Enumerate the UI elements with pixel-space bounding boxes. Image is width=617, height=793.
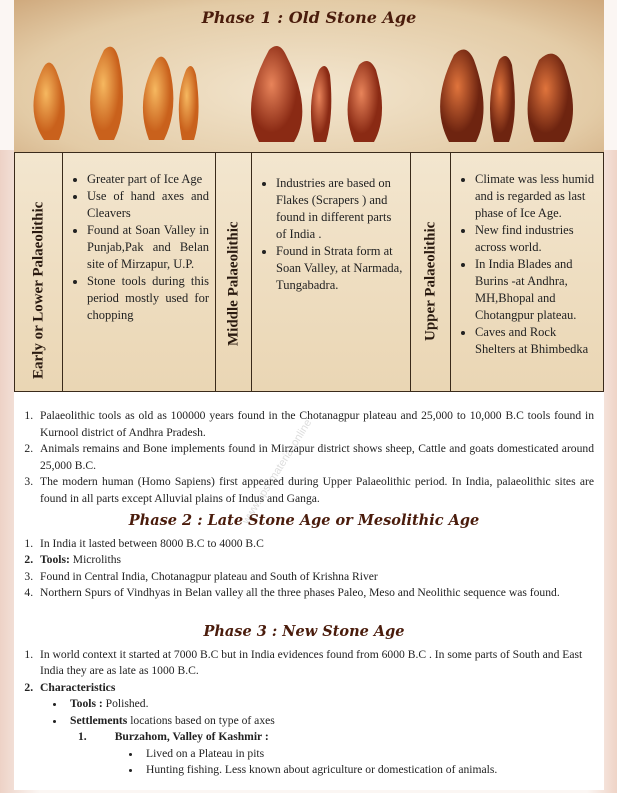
phase2-title: Phase 2 : Late Stone Age or Mesolithic Age	[128, 512, 480, 529]
column-content: • Climate was less humid and is regarded as last phase of Ice Age. • New find industries across world. • In India Blades and Burins -at Andhra, MH,Bhopal and Chotangpur plateau. • Caves and Rock Shelters at Bhimbedka	[451, 153, 603, 391]
middle-tools	[251, 46, 382, 142]
note: 2. Animals remains and Bone implements found in Mirzapur district shows sheep, Cattle and goats domesticated around 25,000 B.C.	[36, 441, 594, 474]
phase1-title: Phase 1 : Old Stone Age	[201, 8, 417, 27]
stone-tools-image	[14, 30, 604, 150]
column-label: Early or Lower Palaeolithic	[15, 153, 63, 391]
phase3-section: Phase 3 : New Stone Age 1. In world context it started at 7000 B.C but in India evidences found from 6000 B.C . In some parts of South and East India they are as late as 1000 B.C. 2. Characteristics • Tools : Polished. • Settlements locations based on type of axes 1. Burzahom, Valley of Kashmir : • Lived on a Plateau in pits • Hunting fishing. Less known about agriculture or domestication of animals.	[14, 624, 594, 779]
note: 1. Palaeolithic tools as old as 100000 years found in the Chotanagpur plateau and 25,000 to 10,000 B.C tools found in Kurnool district of Andhra Pradesh.	[36, 408, 594, 441]
early-tools	[33, 47, 198, 140]
upper-tools	[440, 50, 573, 142]
phase2-section: Phase 2 : Late Stone Age or Mesolithic Age 1. In India it lasted between 8000 B.C to 4000 B.C 2. Tools: Microliths 3. Found in Central India, Chotanagpur plateau and South of Krishna River 4. Northern Spurs of Vindhyas in Belan valley all the three phases Paleo, Meso and Neolithic sequence was found.	[14, 513, 594, 602]
palaeolithic-table	[14, 152, 604, 392]
phase1-banner	[14, 0, 604, 152]
phase3-title: Phase 3 : New Stone Age	[203, 623, 405, 640]
column-label: Middle Palaeolithic	[216, 153, 252, 391]
column-content: • Industries are based on Flakes (Scrapers ) and found in different parts of India . • Found in Strata form at Soan Valley, at Narmada, Tungabadra.	[252, 153, 411, 391]
column-content: • Greater part of Ice Age • Use of hand axes and Cleavers • Found at Soan Valley in Punjab,Pak and Belan site of Mirzapur, U.P. • Stone tools during this period mostly used for chopping	[63, 153, 216, 391]
watermark: www.upscmaterial.online	[240, 417, 315, 527]
column-label: Upper Palaeolithic	[411, 153, 451, 391]
note: 3. The modern human (Homo Sapiens) first appeared during Upper Palaeolithic period. In India, palaeolithic sites are found in all parts except Alluvial plains of Indus and Ganga.	[36, 474, 594, 507]
